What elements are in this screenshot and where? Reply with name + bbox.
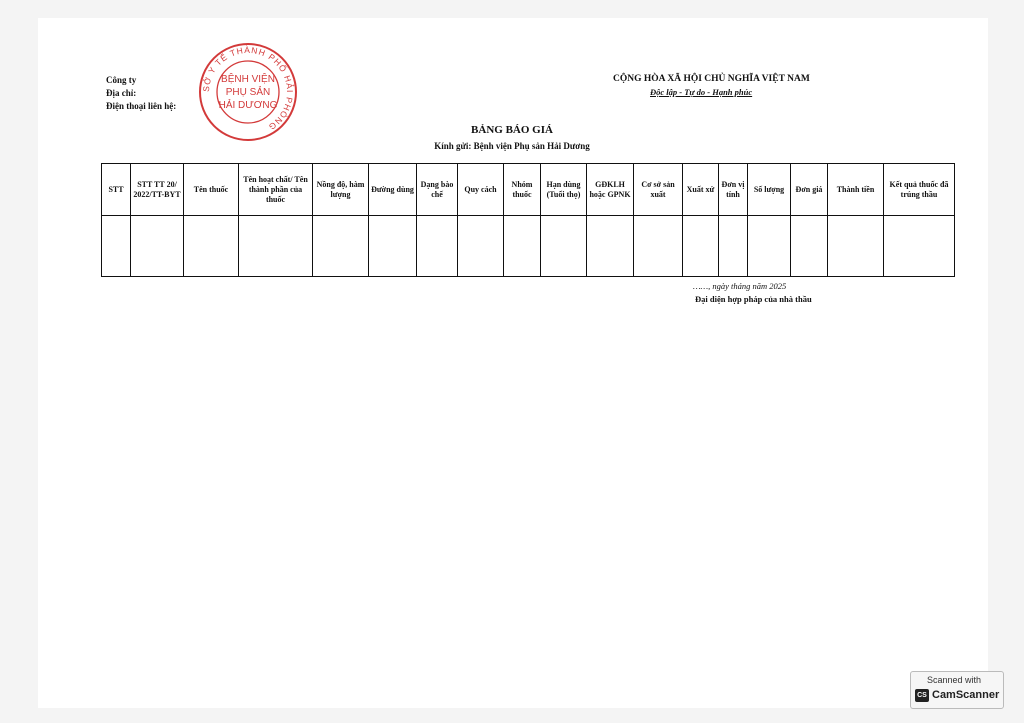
col-header: Cơ sở sản xuất [634, 164, 683, 216]
col-header: Xuất xứ [683, 164, 719, 216]
col-header: Dạng bào chế [417, 164, 458, 216]
col-header: Số lượng [748, 164, 791, 216]
col-header: GĐKLH hoặc GPNK [587, 164, 634, 216]
table-cell [884, 216, 955, 277]
camscanner-watermark [910, 671, 1004, 709]
recipient-line: Kính gửi: Bệnh viện Phụ sản Hải Dương [434, 141, 590, 151]
address-label: Địa chỉ: [106, 88, 137, 98]
table-cell [683, 216, 719, 277]
stamp-line-2: PHỤ SẢN [225, 87, 271, 98]
table-cell [634, 216, 683, 277]
table-row [102, 216, 955, 277]
watermark-line-2: CamScanner [932, 689, 1000, 701]
date-line: ……, ngày tháng năm 2025 [693, 281, 787, 291]
table-cell [458, 216, 504, 277]
price-quote-table [101, 163, 955, 277]
camscanner-logo-icon: CS [915, 689, 929, 702]
col-header: Quy cách [458, 164, 504, 216]
col-header: Đơn vị tính [719, 164, 748, 216]
table-cell [504, 216, 541, 277]
table-cell [239, 216, 313, 277]
table-cell [719, 216, 748, 277]
phone-label: Điện thoại liên hệ: [106, 101, 177, 111]
col-header: Thành tiền [828, 164, 884, 216]
signer-label: Đại diện hợp pháp của nhà thầu [695, 294, 812, 304]
table-cell [313, 216, 369, 277]
page-title: BẢNG BÁO GIÁ [471, 124, 553, 136]
table-cell [541, 216, 587, 277]
national-motto: Độc lập - Tự do - Hạnh phúc [650, 87, 753, 97]
table-header-row [102, 164, 955, 216]
table-cell [131, 216, 184, 277]
table-cell [828, 216, 884, 277]
watermark-line-1: Scanned with [927, 675, 982, 685]
table-cell [369, 216, 417, 277]
col-header: Đường dùng [369, 164, 417, 216]
table-cell [184, 216, 239, 277]
stamp-ring-text: SỞ Y TẾ THÀNH PHỐ HẢI PHÒNG [200, 44, 296, 133]
table-cell [791, 216, 828, 277]
table-cell [748, 216, 791, 277]
stamp-line-3: HẢI DƯƠNG [218, 100, 278, 111]
col-header: Nhóm thuốc [504, 164, 541, 216]
stamp-line-1: BỆNH VIỆN [221, 74, 275, 85]
col-header: Tên thuốc [184, 164, 239, 216]
col-header: STT TT 20/ 2022/TT-BYT [131, 164, 184, 216]
table-cell [587, 216, 634, 277]
col-header: Nồng độ, hàm lượng [313, 164, 369, 216]
document-page [38, 18, 988, 708]
republic-title: CỘNG HÒA XÃ HỘI CHỦ NGHĨA VIỆT NAM [613, 74, 810, 84]
col-header: Hạn dùng (Tuổi thọ) [541, 164, 587, 216]
col-header: Đơn giá [791, 164, 828, 216]
company-label: Công ty [106, 75, 137, 85]
col-header: STT [102, 164, 131, 216]
col-header: Kết quả thuốc đã trúng thầu [884, 164, 955, 216]
table-cell [102, 216, 131, 277]
table-cell [417, 216, 458, 277]
col-header: Tên hoạt chất/ Tên thành phần của thuốc [239, 164, 313, 216]
